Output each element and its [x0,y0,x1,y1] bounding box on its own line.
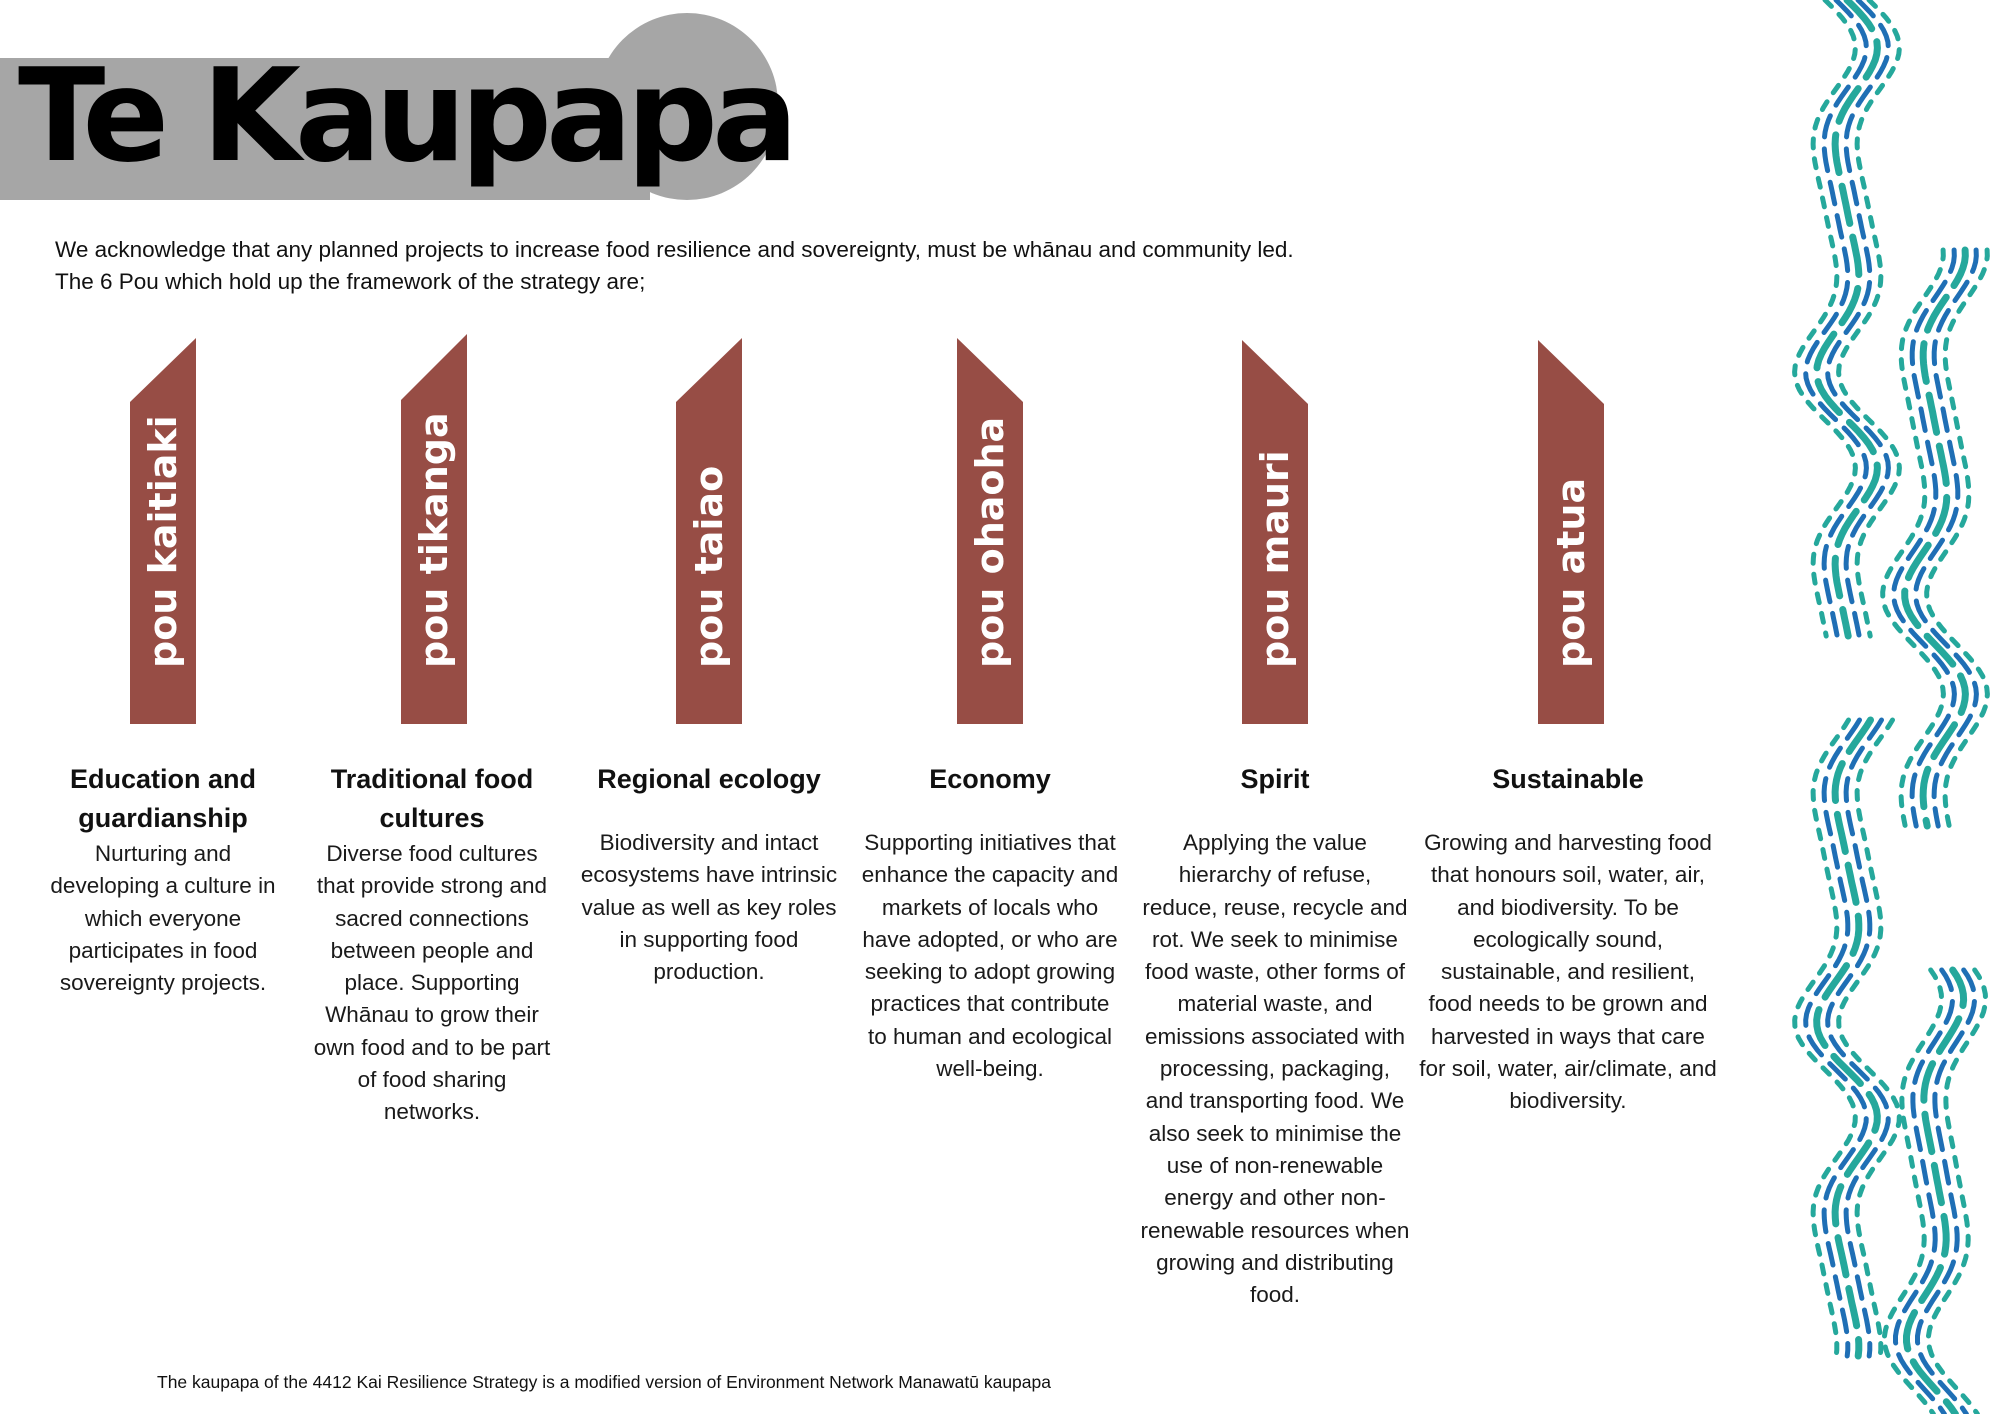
pou-heading: Education and guardianship [69,764,256,833]
pou-column-2 [307,760,557,1129]
intro-text [55,234,1294,298]
pou-description: Nurturing and developing a culture in which everyone participates in food sovereignty projects. [50,841,276,996]
footer-note: The kaupapa of the 4412 Kai Resilience Strategy is a modified version of Environment Network Manawatū kaupapa [157,1372,1051,1392]
pou-column-5 [1140,760,1410,1311]
pou-label: pou ohaoha [968,416,1012,668]
pou-label: pou atua [1549,477,1593,668]
pou-pillar-4 [957,338,1023,724]
pou-heading: Regional ecology [597,764,821,794]
intro-line-2: The 6 Pou which hold up the framework of the strategy are; [55,269,646,294]
pou-pillar-2 [401,334,467,724]
pou-pillar-6 [1538,340,1604,724]
pou-description: Supporting initiatives that enhance the capacity and markets of locals who have adopted, or who are seeking to adopt growing practices that contribute to human and ecological well-being. [861,830,1119,1082]
pou-description: Diverse food cultures that provide strong and sacred connections between people and place. Supporting Whānau to grow their own food and to be part of food sharing networks. [313,841,551,1125]
pou-description: Growing and harvesting food that honours soil, water, air, and biodiversity. To be ecologically sound, sustainable, and resilient, food needs to be grown and harvested in ways that care for soil, water, air/climate, and biodiversity. [1419,830,1717,1114]
wave-pattern-decoration [1785,0,2000,1414]
pou-pillar-5 [1242,340,1308,724]
pou-pillar-1 [130,338,196,724]
pou-label: pou taiao [687,465,731,668]
pou-description: Biodiversity and intact ecosystems have intrinsic value as well as key roles in supporting food production. [580,830,838,985]
pou-label: pou kaitiaki [141,415,185,668]
pou-column-6 [1418,760,1718,1118]
pou-pillar-3 [676,338,742,724]
pou-heading: Traditional food cultures [330,764,534,833]
wave-strand [1883,250,1944,826]
intro-line-1: We acknowledge that any planned projects to increase food resilience and sovereignty, must be whānau and community led. [55,237,1294,262]
pou-label: pou tikanga [412,412,456,668]
wave-strand [1927,250,1988,826]
page-title: Te Kaupapa [18,42,793,191]
wave-strand [1885,970,1942,1414]
pou-label: pou mauri [1253,450,1297,668]
pou-heading: Sustainable [1492,764,1644,794]
pou-column-3 [574,760,844,988]
pou-heading: Spirit [1240,764,1310,794]
pou-column-1 [43,760,283,999]
pou-heading: Economy [929,764,1051,794]
pou-column-4 [860,760,1120,1085]
pou-description: Applying the value hierarchy of refuse, reduce, reuse, recycle and rot. We seek to minimise food waste, other forms of material waste, and emissions associated with processing, packaging, and transporting food. We also seek to minimise the use of non-renewable energy and other non-renewable resources when growing and distributing food. [1140,830,1410,1308]
